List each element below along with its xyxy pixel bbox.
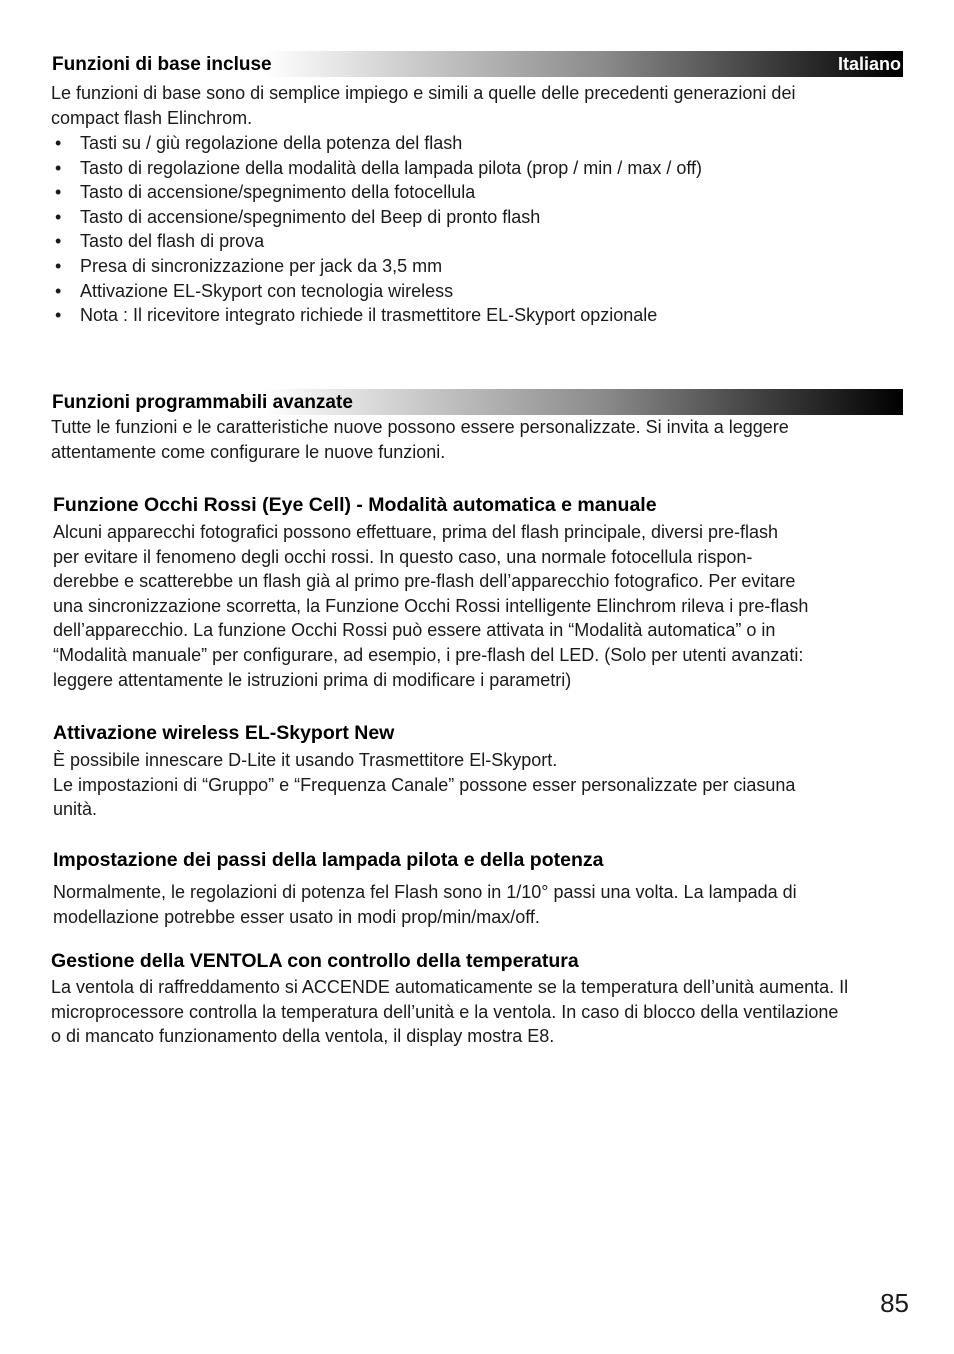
text-line: unità. — [53, 799, 98, 820]
section-title: Funzioni programmabili avanzate — [52, 392, 353, 413]
text-line: compact flash Elinchrom. — [51, 107, 253, 128]
text-line: o di mancato funzionamento della ventola, il display mostra E8. — [51, 1026, 555, 1047]
basic-feature-list — [53, 131, 702, 328]
text-line: Normalmente, le regolazioni di potenza fel Flash sono in 1/10° passi una volta. La lampada di — [53, 882, 797, 902]
list-item: • Nota : Il ricevitore integrato richiede il trasmettitore EL-Skyport opzionale — [53, 303, 702, 328]
text-line: dell’apparecchio. La funzione Occhi Rossi può essere attivata in “Modalità automatica” o in — [53, 620, 776, 641]
advanced-intro — [51, 415, 789, 464]
subheading-steps: Impostazione dei passi della lampada pilota e della potenza — [53, 849, 604, 871]
list-item: • Tasti su / giù regolazione della potenza del flash — [53, 131, 702, 156]
basic-intro — [51, 81, 795, 130]
text-line: Tutte le funzioni e le caratteristiche nuove possono essere personalizzate. Si invita a leggere — [51, 417, 789, 437]
language-label: Italiano — [837, 54, 901, 74]
list-item: • Attivazione EL-Skyport con tecnologia wireless — [53, 279, 702, 304]
text-line: microprocessore controlla la temperatura dell’unità e la ventola. In caso di blocco della ventilazione — [51, 1001, 839, 1022]
text-line: per evitare il fenomeno degli occhi rossi. In questo caso, una normale fotocellula rispon- — [53, 546, 753, 567]
section-title: Funzioni di base incluse — [52, 54, 272, 75]
text-line: “Modalità manuale” per configurare, ad esempio, i pre-flash del LED. (Solo per utenti avanzati: — [53, 644, 804, 665]
text-line: È possibile innescare D-Lite it usando Trasmettitore El-Skyport. — [53, 750, 558, 770]
subheading-fan: Gestione della VENTOLA con controllo della temperatura — [51, 950, 579, 972]
text-line: Alcuni apparecchi fotografici possono effettuare, prima del flash principale, diversi pre-flash — [53, 522, 779, 542]
subheading-skyport: Attivazione wireless EL-Skyport New — [53, 722, 395, 744]
list-item: • Tasto di regolazione della modalità della lampada pilota (prop / min / max / off) — [53, 156, 702, 181]
text-line: una sincronizzazione scorretta, la Funzione Occhi Rossi intelligente Elinchrom rileva i pre-flash — [53, 595, 809, 616]
section-header-basic-functions — [51, 51, 903, 77]
eye-cell-paragraph — [53, 520, 808, 692]
text-line: leggere attentamente le istruzioni prima di modificare i parametri) — [53, 669, 572, 690]
text-line: modellazione potrebbe esser usato in modi prop/min/max/off. — [53, 906, 540, 927]
list-item: • Tasto di accensione/spegnimento del Beep di pronto flash — [53, 205, 702, 230]
text-line: attentamente come configurare le nuove funzioni. — [51, 441, 446, 462]
list-item: • Tasto di accensione/spegnimento della fotocellula — [53, 180, 702, 205]
fan-paragraph — [51, 975, 848, 1049]
steps-paragraph — [53, 880, 797, 929]
subheading-eye-cell: Funzione Occhi Rossi (Eye Cell) - Modalità automatica e manuale — [53, 494, 657, 516]
text-line: Le funzioni di base sono di semplice impiego e simili a quelle delle precedenti generazioni dei — [51, 83, 796, 103]
skyport-paragraph — [53, 748, 795, 822]
section-header-advanced-functions — [51, 389, 903, 415]
text-line: derebbe e scatterebbe un flash già al primo pre-flash dell’apparecchio fotografico. Per evitare — [53, 571, 796, 592]
text-line: Le impostazioni di “Gruppo” e “Frequenza Canale” possone esser personalizzate per ciasuna — [53, 774, 796, 795]
page-number: 85 — [880, 1288, 909, 1318]
list-item: • Tasto del flash di prova — [53, 229, 702, 254]
text-line: La ventola di raffreddamento si ACCENDE automaticamente se la temperatura dell’unità aumenta. Il — [51, 977, 849, 997]
list-item: • Presa di sincronizzazione per jack da 3,5 mm — [53, 254, 702, 279]
